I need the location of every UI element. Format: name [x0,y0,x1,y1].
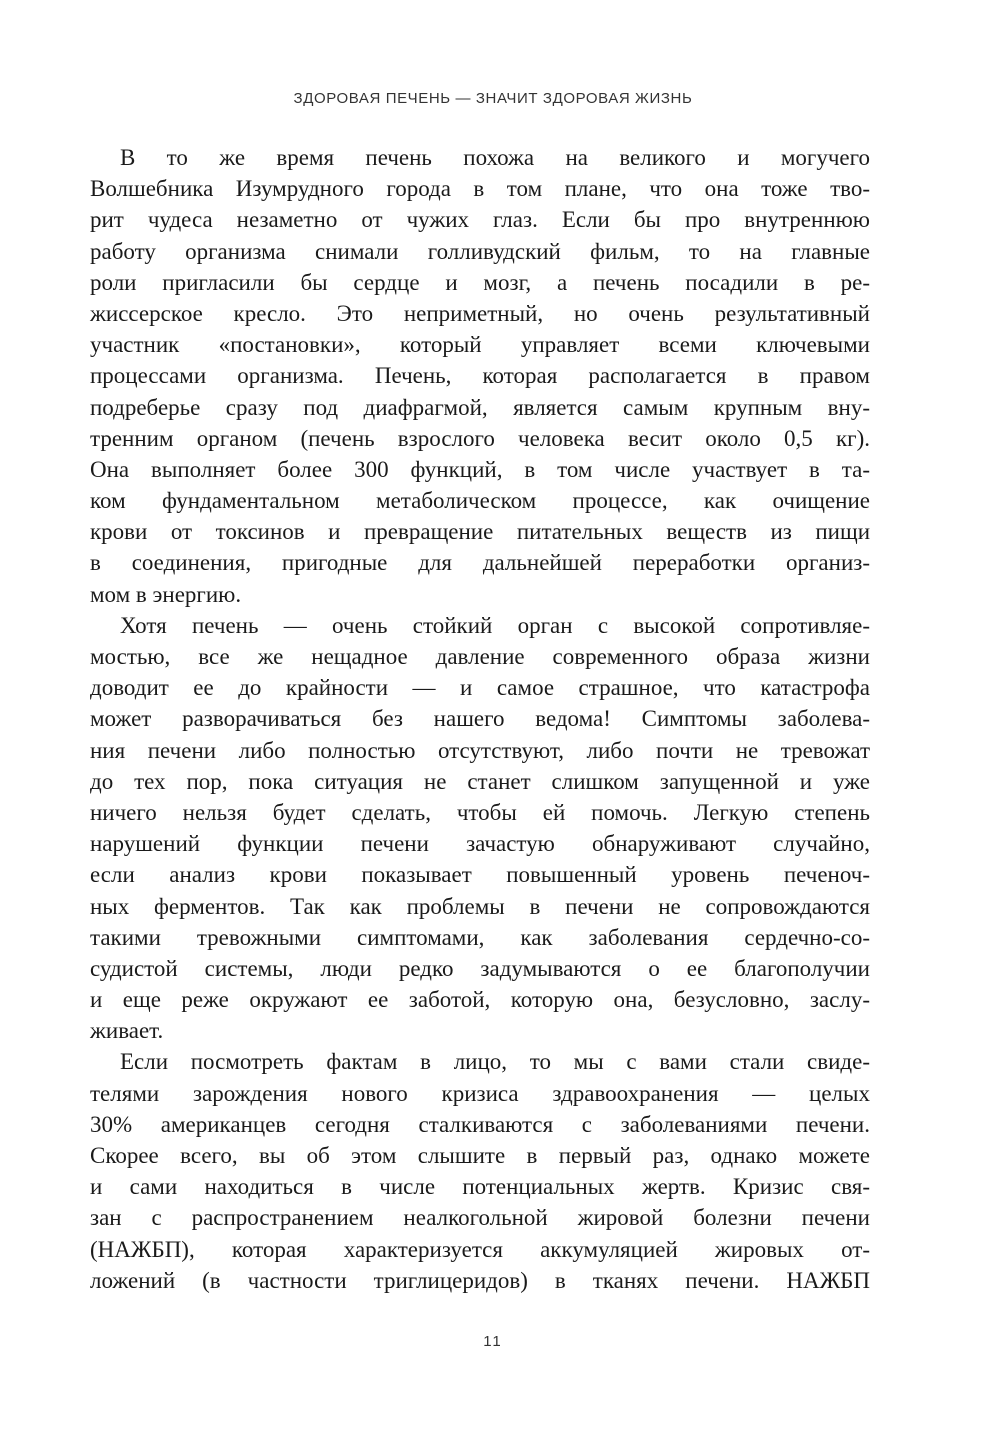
text-line: процессами организма. Печень, которая располагается в правом [90,363,870,389]
text-line: В то же время печень похожа на великого и могучего [120,145,870,170]
text-line: мостью, все же нещадное давление современного образа жизни [90,644,870,669]
text-line: Она выполняет более 300 функций, в том числе участвует в та- [90,456,870,482]
text-line: 30% американцев сегодня сталкиваются с заболеваниями печени. [90,1111,870,1137]
text-line: тренним органом (печень взрослого человека весит около 0,5 кг). [90,425,870,451]
text-line: работу организма снимали голливудский фильм, то на главные [90,238,870,264]
text-line: зан с распространением неалкогольной жировой болезни печени [90,1205,870,1231]
text-line: крови от токсинов и превращение питательных веществ из пищи [90,519,870,545]
running-header: ЗДОРОВАЯ ПЕЧЕНЬ — ЗНАЧИТ ЗДОРОВАЯ ЖИЗНЬ [293,90,693,107]
paragraph [90,1046,870,1296]
text-line: до тех пор, пока ситуация не станет слишком запущенной и уже [90,768,870,794]
text-line: рит чудеса незаметно от чужих глаз. Если бы про внутреннюю [90,207,870,233]
text-line: может разворачиваться без нашего ведома! Симптомы заболева- [90,706,870,732]
text-line: Волшебника Изумрудного города в том плане, что она тоже тво- [90,176,870,202]
text-line: ных ферментов. Так как проблемы в печени не сопровождаются [90,893,870,919]
text-line: доводит ее до крайности — и самое страшное, что катастрофа [90,675,870,701]
text-line: ложений (в частности триглицеридов) в тканях печени. НАЖБП [90,1267,870,1293]
text-line: роли пригласили бы сердце и мозг, а печень посадили в ре- [90,269,870,295]
text-line: жиссерское кресло. Это неприметный, но очень результативный [90,300,870,326]
text-line: если анализ крови показывает повышенный уровень печеноч- [90,862,870,888]
text-line: живает. [90,1018,164,1044]
text-line: Хотя печень — очень стойкий орган с высокой сопротивляе- [120,612,870,638]
text-line: (НАЖБП), которая характеризуется аккумуляцией жировых от- [90,1236,870,1262]
text-line: судистой системы, люди редко задумываются о ее благополучии [90,955,870,981]
text-line: участник «постановки», который управляет всеми ключевыми [90,332,870,358]
text-line: в соединения, пригодные для дальнейшей переработки организ- [90,550,870,576]
paragraph [90,142,870,610]
text-line: ничего нельзя будет сделать, чтобы ей помочь. Легкую степень [90,799,870,825]
text-line: телями зарождения нового кризиса здравоохранения — целых [90,1080,870,1106]
text-line: Если посмотреть фактам в лицо, то мы с вами стали свиде- [120,1049,870,1075]
page-number: 11 [483,1333,503,1350]
text-line: мом в энергию. [90,581,242,607]
text-line: ния печени либо полностью отсутствуют, либо почти не тревожат [90,737,870,763]
text-line: и еще реже окружают ее заботой, которую она, безусловно, заслу- [90,987,870,1013]
text-line: подреберье сразу под диафрагмой, является самым крупным вну- [90,394,870,420]
paragraph [90,610,870,1047]
text-line: нарушений функции печени зачастую обнаруживают случайно, [90,831,870,857]
body-text [90,142,870,1296]
text-line: такими тревожными симптомами, как заболевания сердечно-со- [90,924,870,950]
text-line: Скорее всего, вы об этом слышите в первый раз, однако можете [90,1143,870,1168]
text-line: ком фундаментальном метаболическом процессе, как очищение [90,488,870,514]
text-line: и сами находиться в числе потенциальных жертв. Кризис свя- [90,1174,870,1200]
